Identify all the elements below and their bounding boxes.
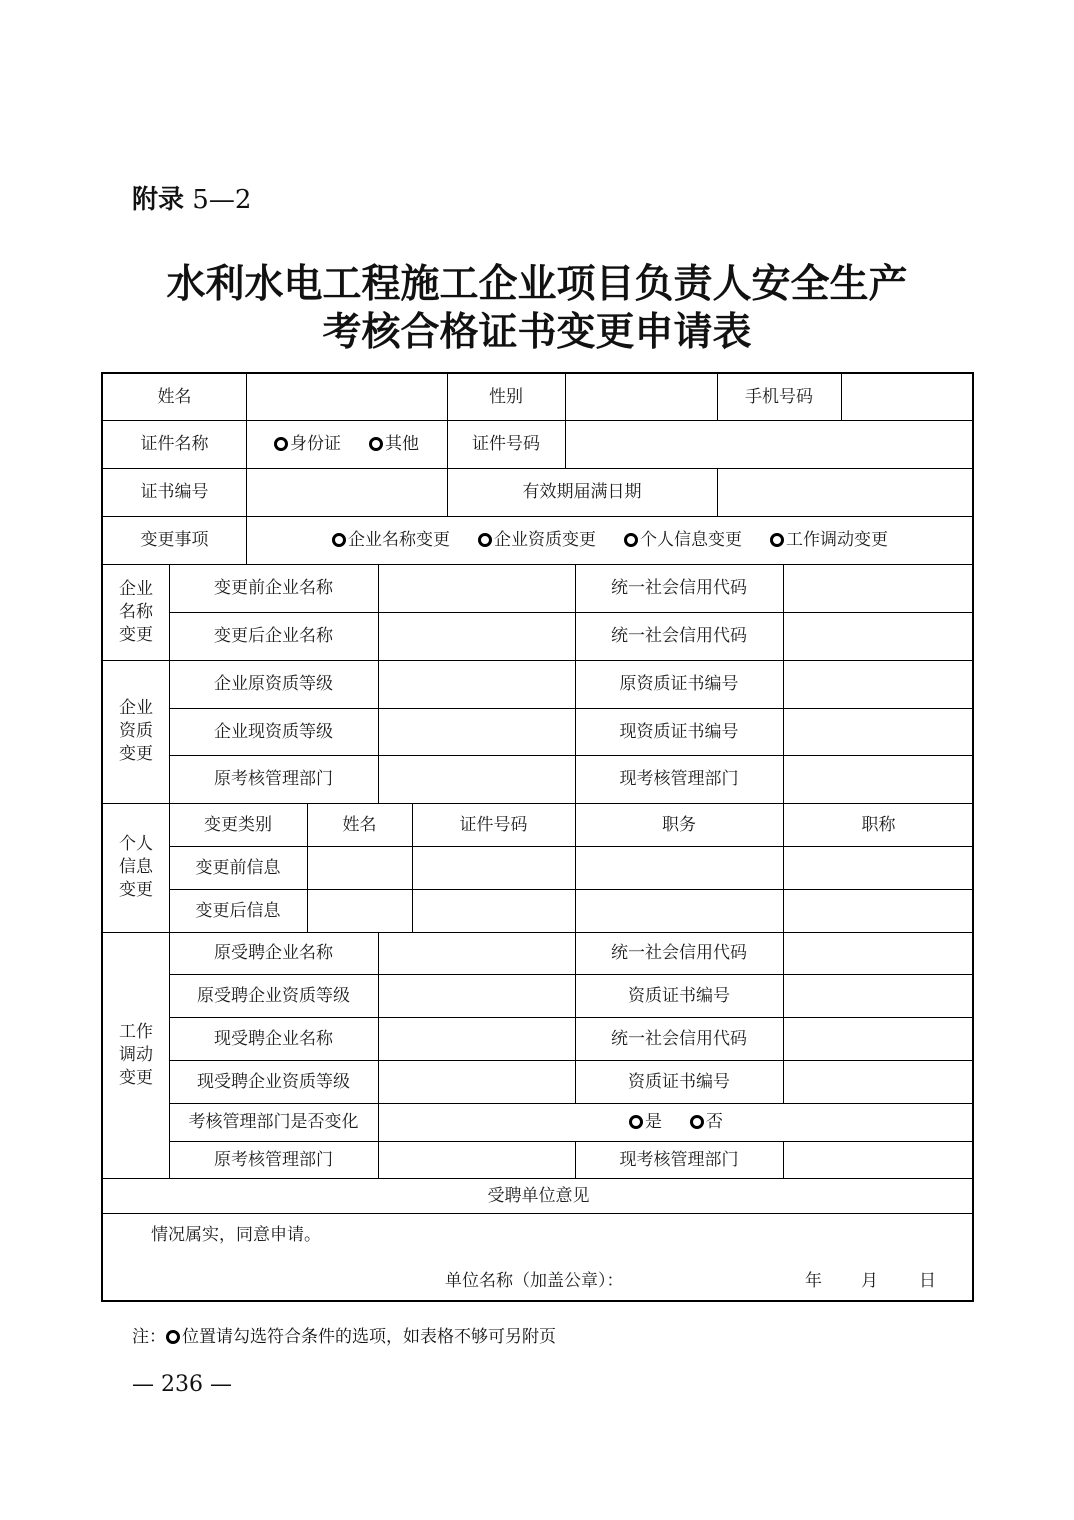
label-personal-id-number: 证件号码: [459, 814, 528, 835]
form-title-line1: 水利水电工程施工企业项目负责人安全生产: [166, 262, 908, 307]
note-prefix: 注：: [132, 1327, 166, 1347]
label-expiry: 有效期届满日期: [522, 482, 642, 502]
radio-icon: [624, 533, 638, 547]
new-employer-qual-input[interactable]: [378, 1060, 575, 1103]
old-qual-level-input[interactable]: [378, 660, 575, 708]
option-label: 是: [645, 1112, 662, 1132]
label-old-employer: 原受聘企业名称: [214, 943, 333, 963]
option-label: 身份证: [290, 434, 341, 454]
change-personal-option[interactable]: [624, 528, 742, 552]
section-label: 工作调动变更: [119, 1021, 153, 1088]
org-seal-label: 单位名称（加盖公章）：: [445, 1271, 624, 1291]
radio-icon: [274, 437, 288, 451]
label-id-number: 证件号码: [472, 434, 540, 454]
section-label: 个人信息变更: [119, 834, 153, 900]
radio-icon: [166, 1330, 180, 1344]
date-month-label: 月: [861, 1271, 878, 1291]
dept-changed-yes-option[interactable]: [629, 1110, 662, 1134]
date-day-label: 日: [919, 1271, 936, 1291]
label-new-qual-cert: 现资质证书编号: [619, 721, 739, 742]
old-employer-credit-input[interactable]: [783, 932, 974, 974]
date-year-label: 年: [805, 1271, 822, 1291]
id-type-other-option[interactable]: [369, 432, 419, 456]
label-credit-code: 统一社会信用代码: [611, 626, 747, 646]
old-credit-code-input[interactable]: [783, 564, 974, 612]
label-credit-code: 统一社会信用代码: [611, 943, 747, 963]
before-id-input[interactable]: [412, 846, 575, 889]
option-label: 企业名称变更: [348, 530, 450, 550]
label-qual-cert: 资质证书编号: [628, 985, 730, 1006]
opinion-text: 情况属实，同意申请。: [151, 1225, 321, 1245]
old-qual-cert-input[interactable]: [783, 660, 974, 708]
change-items-options: [246, 516, 974, 564]
section-personal-change: [103, 803, 169, 932]
option-label: 工作调动变更: [786, 530, 888, 550]
old-dept-input[interactable]: [378, 755, 575, 803]
gender-input[interactable]: [565, 374, 717, 420]
option-label: 个人信息变更: [640, 530, 742, 550]
application-form-table: [101, 372, 974, 1302]
form-title-line2: 考核合格证书变更申请表: [322, 310, 752, 355]
change-qual-option[interactable]: [478, 528, 596, 552]
label-new-dept: 现考核管理部门: [619, 769, 739, 789]
section-label: 企业资质变更: [119, 698, 153, 764]
radio-icon: [770, 533, 784, 547]
opinion-header: 受聘单位意见: [487, 1185, 590, 1206]
label-before-info: 变更前信息: [195, 857, 281, 878]
label-credit-code: 统一社会信用代码: [611, 1028, 747, 1049]
label-personal-position: 职务: [662, 814, 696, 835]
label-new-employer: 现受聘企业名称: [214, 1028, 333, 1049]
footnote: [132, 1325, 556, 1349]
new-dept-input[interactable]: [783, 755, 974, 803]
label-old-employer-qual: 原受聘企业资质等级: [197, 985, 350, 1006]
label-old-qual-cert: 原资质证书编号: [619, 674, 739, 694]
before-position-input[interactable]: [575, 846, 783, 889]
label-personal-name: 姓名: [342, 814, 377, 835]
label-credit-code: 统一社会信用代码: [611, 578, 747, 598]
label-old-dept: 原考核管理部门: [214, 769, 333, 789]
new-employer-input[interactable]: [378, 1017, 575, 1060]
radio-icon: [690, 1115, 704, 1129]
change-job-option[interactable]: [770, 528, 888, 552]
new-company-name-input[interactable]: [378, 612, 575, 660]
after-position-input[interactable]: [575, 889, 783, 932]
label-phone: 手机号码: [745, 387, 813, 407]
label-old-dept: 原考核管理部门: [214, 1149, 333, 1170]
label-old-qual-level: 企业原资质等级: [214, 674, 333, 694]
label-after-info: 变更后信息: [195, 900, 281, 921]
new-qual-level-input[interactable]: [378, 708, 575, 755]
after-name-input[interactable]: [307, 889, 412, 932]
label-change-items: 变更事项: [140, 530, 209, 550]
page-number: — 236 —: [132, 1372, 232, 1397]
old-employer-qual-input[interactable]: [378, 974, 575, 1017]
id-type-options: [246, 420, 447, 468]
note-text: 位置请勾选符合条件的选项，如表格不够可另附页: [182, 1327, 556, 1347]
appendix-heading: [132, 182, 251, 218]
option-label: 其他: [385, 434, 419, 454]
id-number-input[interactable]: [565, 420, 974, 468]
section-job-change: [103, 932, 169, 1178]
appendix-label: 附录: [132, 185, 185, 215]
label-new-dept: 现考核管理部门: [619, 1149, 739, 1170]
radio-icon: [478, 533, 492, 547]
label-change-type: 变更类别: [204, 814, 272, 835]
new-employer-cert-input[interactable]: [783, 1060, 974, 1103]
radio-icon: [332, 533, 346, 547]
label-new-qual-level: 企业现资质等级: [214, 721, 333, 742]
new-credit-code-input[interactable]: [783, 612, 974, 660]
name-input[interactable]: [246, 374, 447, 420]
old-company-name-input[interactable]: [378, 564, 575, 612]
phone-input[interactable]: [841, 374, 974, 420]
label-name: 姓名: [157, 387, 192, 407]
dept-changed-options: [378, 1103, 974, 1141]
label-personal-title: 职称: [861, 814, 896, 835]
radio-icon: [369, 437, 383, 451]
section-company-change: [103, 564, 169, 660]
label-new-company-name: 变更后企业名称: [214, 626, 333, 646]
expiry-input[interactable]: [717, 468, 974, 516]
new-employer-credit-input[interactable]: [783, 1017, 974, 1060]
option-label: 否: [706, 1112, 723, 1132]
job-old-dept-input[interactable]: [378, 1141, 575, 1178]
after-title-input[interactable]: [783, 889, 974, 932]
section-qual-change: [103, 660, 169, 803]
id-type-idcard-option[interactable]: [274, 432, 341, 456]
new-qual-cert-input[interactable]: [783, 708, 974, 755]
label-dept-changed: 考核管理部门是否变化: [188, 1112, 359, 1132]
before-name-input[interactable]: [307, 846, 412, 889]
label-new-employer-qual: 现受聘企业资质等级: [197, 1071, 350, 1092]
before-title-input[interactable]: [783, 846, 974, 889]
label-old-company-name: 变更前企业名称: [214, 578, 333, 598]
dept-changed-no-option[interactable]: [690, 1110, 723, 1134]
label-gender: 性别: [489, 387, 523, 407]
appendix-number: 5—2: [192, 185, 252, 215]
section-label: 企业名称变更: [119, 578, 153, 645]
option-label: 企业资质变更: [494, 530, 596, 550]
job-new-dept-input[interactable]: [783, 1141, 974, 1178]
radio-icon: [629, 1115, 643, 1129]
change-company-option[interactable]: [332, 528, 450, 552]
old-employer-input[interactable]: [378, 932, 575, 974]
label-qual-cert: 资质证书编号: [628, 1071, 730, 1092]
after-id-input[interactable]: [412, 889, 575, 932]
cert-number-input[interactable]: [246, 468, 447, 516]
label-cert-number: 证书编号: [140, 482, 209, 502]
label-id-type: 证件名称: [140, 434, 209, 454]
old-employer-cert-input[interactable]: [783, 974, 974, 1017]
